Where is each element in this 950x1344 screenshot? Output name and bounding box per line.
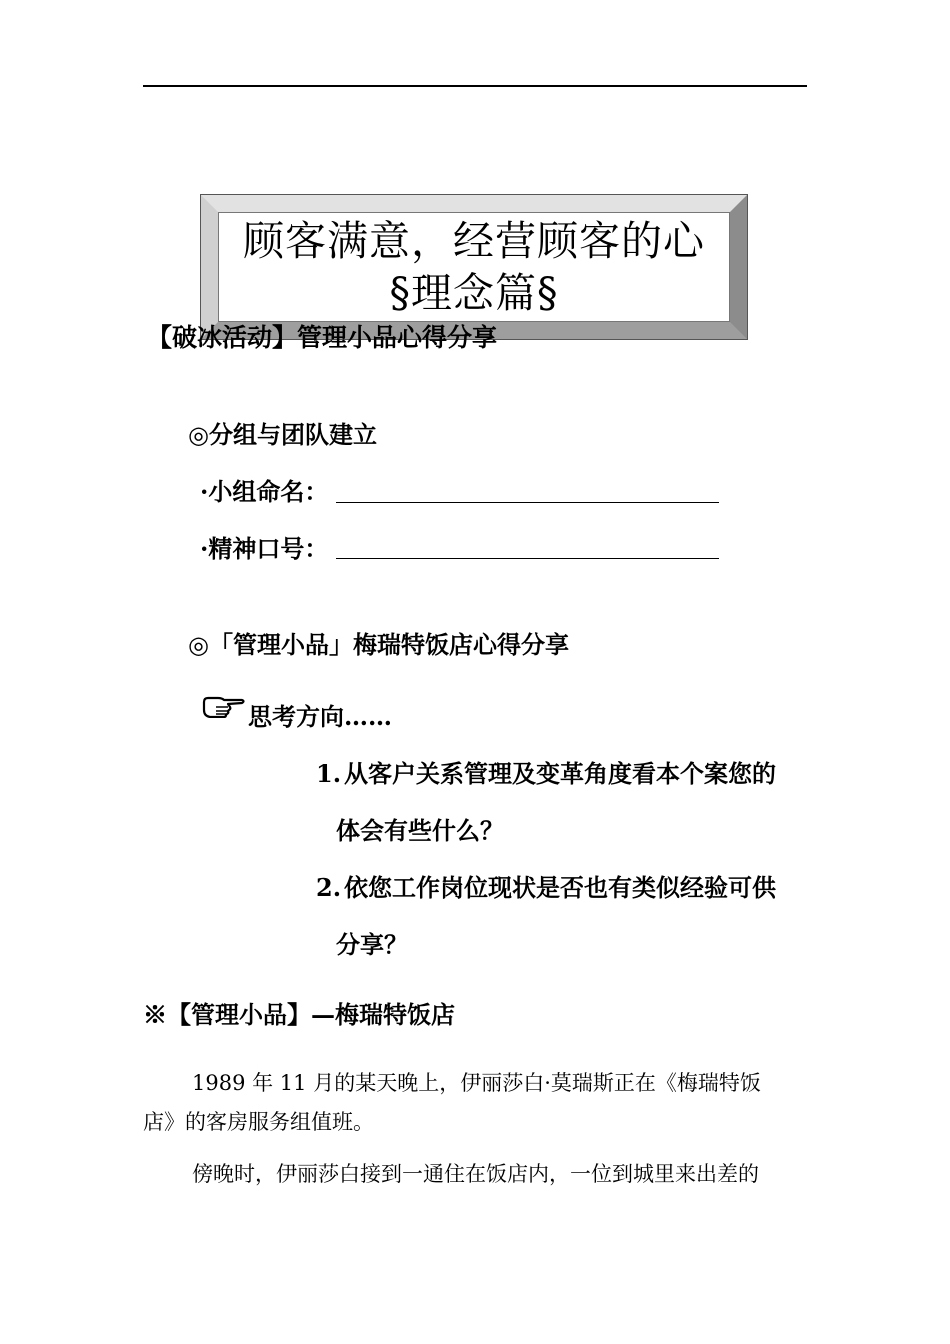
question-2-number: 2. bbox=[316, 873, 342, 902]
question-1-number: 1. bbox=[316, 759, 342, 788]
paragraph-1-line-1: 1989 年 11 月的某天晚上，伊丽莎白·莫瑞斯正在《梅瑞特饭 bbox=[192, 1071, 761, 1095]
header-rule bbox=[143, 85, 807, 87]
question-1-text: 从客户关系管理及变革角度看本个案您的 bbox=[344, 759, 776, 788]
question-1-text-cont: 体会有些什么？ bbox=[336, 816, 504, 845]
think-direction-label: 思考方向…… bbox=[248, 702, 392, 731]
slogan-label: ·精神口号： bbox=[200, 534, 329, 563]
question-2-text: 依您工作岗位现状是否也有类似经验可供 bbox=[344, 873, 776, 902]
slogan-blank[interactable] bbox=[336, 558, 719, 559]
title-banner bbox=[200, 194, 748, 340]
section-heading-icebreaker: 【破冰活动】管理小品心得分享 bbox=[147, 323, 498, 352]
question-2-text-cont: 分享？ bbox=[336, 930, 408, 959]
banner-title: 顾客满意，经营顾客的心 bbox=[243, 217, 705, 265]
paragraph-2-line-1: 傍晚时，伊丽莎白接到一通住在饭店内，一位到城里来出差的 bbox=[192, 1162, 759, 1186]
case-heading: ◎「管理小品」梅瑞特饭店心得分享 bbox=[188, 630, 569, 659]
banner-subtitle: §理念篇§ bbox=[389, 269, 559, 317]
pointing-hand-icon bbox=[202, 694, 246, 718]
group-heading: ◎分组与团队建立 bbox=[188, 420, 377, 449]
team-name-blank[interactable] bbox=[336, 502, 719, 503]
paragraph-1-line-2: 店》的客房服务组值班。 bbox=[143, 1110, 374, 1134]
team-name-label: ·小组命名： bbox=[200, 477, 329, 506]
section-heading-case: ※【管理小品】—梅瑞特饭店 bbox=[143, 1000, 455, 1029]
